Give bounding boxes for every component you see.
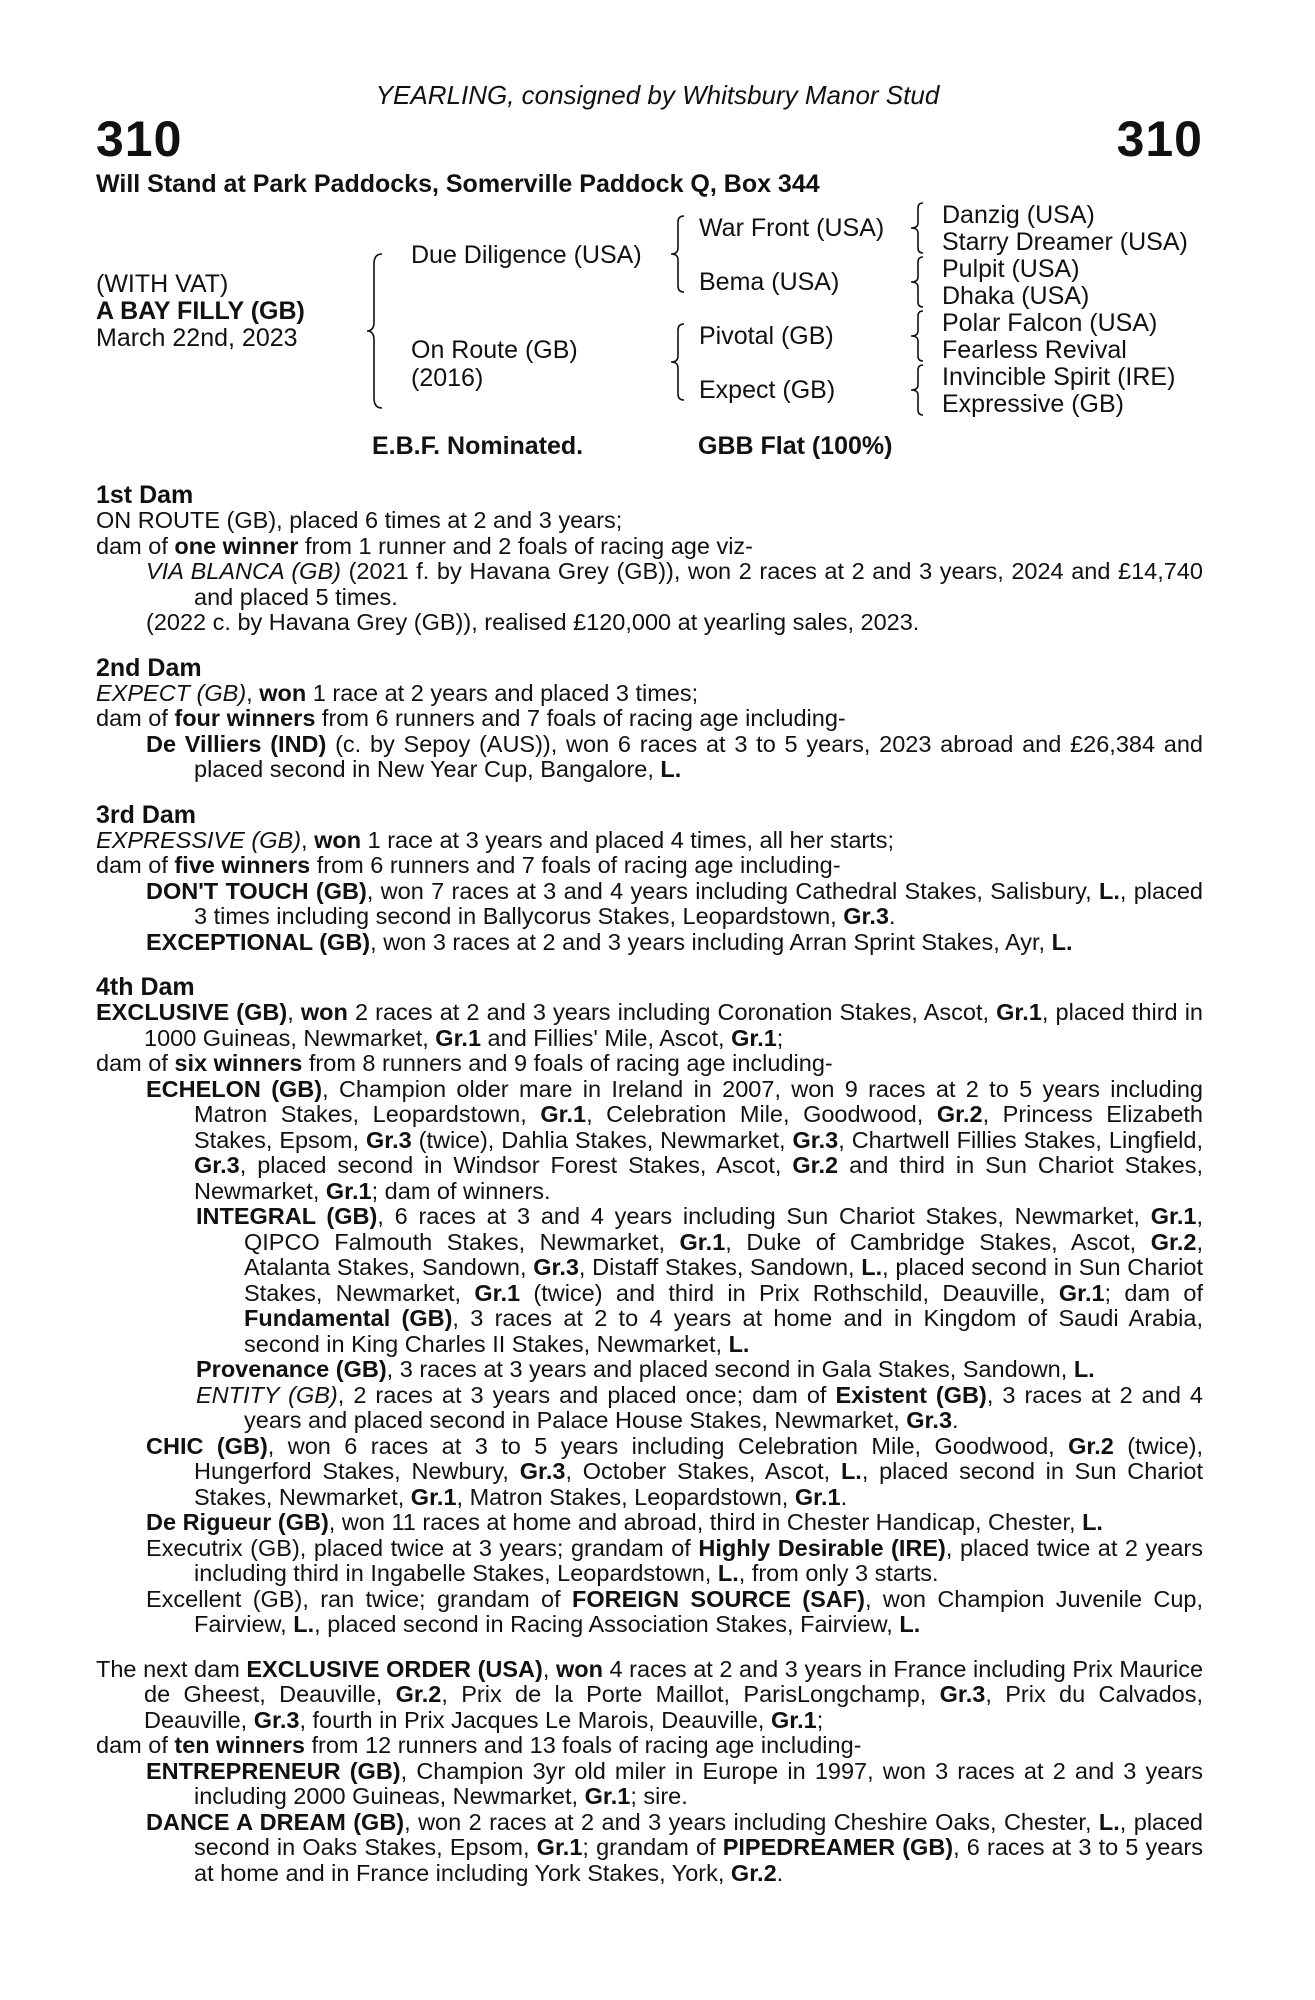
third-dam-offspring-1: DON'T TOUCH (GB), won 7 races at 3 and 4 years including Cathedral Stakes, Salisbury, L., placed 3 times including second in Ballycorus Stakes, Leopardstown, Gr.3. (146, 877, 1203, 929)
third-dam-line: EXPRESSIVE (GB), won 1 race at 3 years and placed 4 times, all her starts; (96, 826, 895, 853)
second-dam-offspring-1: De Villiers (IND) (c. by Sepoy (AUS)), won 6 races at 3 to 5 years, 2023 abroad and £26,384 and placed second in New Year Cup, Bangalore, L. (146, 730, 1203, 782)
ebf-note: E.B.F. Nominated. (372, 432, 584, 460)
dam-sire: Pivotal (GB) (699, 322, 834, 350)
gg-3: Dhaka (USA) (942, 282, 1090, 310)
first-dam-line: ON ROUTE (GB), placed 6 times at 2 and 3 years; (96, 507, 623, 533)
next-dam-offspring-dance-a-dream: DANCE A DREAM (GB), won 2 races at 2 and 3 years including Cheshire Oaks, Chester, L., placed second in Oaks Stakes, Epsom, Gr.1; grandam of PIPEDREAMER (GB), 6 races at 3 to 5 years at home and in France including York Stakes, York, Gr.2. (146, 1808, 1203, 1886)
consignor-line: YEARLING, consigned by Whitsbury Manor Stud (375, 80, 940, 110)
fourth-dam-offspring-echelon: ECHELON (GB), Champion older mare in Ireland in 2007, won 9 races at 2 to 5 years including Matron Stakes, Leopardstown, Gr.1, Celebration Mile, Goodwood, Gr.2, Princess Elizabeth Stakes, Epsom, Gr.3 (twice), Dahlia Stakes, Newmarket, Gr.3, Chartwell Fillies Stakes, Lingfield, Gr.3, placed second in Windsor Forest Stakes, Ascot, Gr.2 and third in Sun Chariot Stakes, Newmarket, Gr.1; dam of winners. (146, 1075, 1203, 1204)
gg-4: Polar Falcon (USA) (942, 309, 1158, 337)
third-dam-heading: 3rd Dam (96, 800, 197, 829)
pedigree-brace-gg4 (910, 363, 926, 417)
gg-7: Expressive (GB) (942, 390, 1124, 418)
gg-0: Danzig (USA) (942, 201, 1095, 229)
fourth-dam-offspring-chic: CHIC (GB), won 6 races at 3 to 5 years including Celebration Mile, Goodwood, Gr.2 (twice), Hungerford Stakes, Newbury, Gr.3, October Stakes, Ascot, L., placed second in Sun Chariot Stakes, Newmarket, Gr.1, Matron Stakes, Leopardstown, Gr.1. (146, 1432, 1203, 1510)
dam-year: (2016) (411, 364, 484, 392)
gg-2: Pulpit (USA) (942, 255, 1080, 283)
next-dam-line: The next dam EXCLUSIVE ORDER (USA), won 4 races at 2 and 3 years in France including Prix Maurice de Gheest, Deauville, Gr.2, Prix de la Porte Maillot, ParisLongchamp, Gr.3, Prix du Calvados, Deauville, Gr.3, fourth in Prix Jacques Le Marois, Deauville, Gr.1; (96, 1655, 1204, 1733)
pedigree-brace-dam (670, 322, 688, 402)
sire-name: Due Diligence (USA) (411, 241, 642, 269)
lot-title: A BAY FILLY (GB) (96, 297, 305, 325)
second-dam-heading: 2nd Dam (96, 653, 202, 682)
next-dam-produce-summary: dam of ten winners from 12 runners and 13 foals of racing age including- (96, 1732, 862, 1758)
sire-sire: War Front (USA) (699, 214, 885, 242)
first-dam-produce-summary: dam of one winner from 1 runner and 2 foals of racing age viz- (96, 532, 753, 559)
next-dam-offspring-entrepreneur: ENTREPRENEUR (GB), Champion 3yr old miler in Europe in 1997, won 3 races at 2 and 3 years including 2000 Guineas, Newmarket, Gr.1; sire. (146, 1757, 1203, 1809)
first-dam-offspring-2: (2022 c. by Havana Grey (GB)), realised £120,000 at yearling sales, 2023. (146, 609, 920, 635)
fourth-dam-offspring-excellent: Excellent (GB), ran twice; grandam of FOREIGN SOURCE (SAF), won Champion Juvenile Cup, Fairview, L., placed second in Racing Association Stakes, Fairview, L. (146, 1585, 1204, 1637)
fourth-dam-grandchild-entity: ENTITY (GB), 2 races at 3 years and placed once; dam of Existent (GB), 3 races at 2 and 4 years and placed second in Palace House Stakes, Newmarket, Gr.3. (196, 1381, 1203, 1433)
pedigree-brace-gg1 (910, 201, 926, 255)
first-dam-heading: 1st Dam (96, 481, 194, 509)
pedigree-brace-sire (670, 214, 688, 294)
catalogue-body (96, 482, 1203, 1886)
dam-dam: Expect (GB) (699, 376, 836, 404)
pedigree-brace-gg2 (910, 255, 926, 309)
fourth-dam-heading: 4th Dam (96, 973, 195, 1001)
pedigree-table (0, 0, 1315, 470)
first-dam-offspring-1: VIA BLANCA (GB) (2021 f. by Havana Grey (GB)), won 2 races at 2 and 3 years, 2024 and £14,740 and placed 5 times. (146, 558, 1203, 610)
stand-location: Will Stand at Park Paddocks, Somerville Paddock Q, Box 344 (96, 170, 820, 198)
fourth-dam-produce-summary: dam of six winners from 8 runners and 9 foals of racing age including- (96, 1050, 833, 1076)
vat-note: (WITH VAT) (96, 270, 229, 298)
second-dam-line: EXPECT (GB), won 1 race at 2 years and placed 3 times; (96, 679, 699, 706)
fourth-dam-grandchild-provenance: Provenance (GB), 3 races at 3 years and placed second in Gala Stakes, Sandown, L. (196, 1356, 1095, 1382)
dam-name: On Route (GB) (411, 336, 578, 364)
lot-number-left: 310 (96, 111, 183, 167)
second-dam-produce-summary: dam of four winners from 6 runners and 7 foals of racing age including- (96, 705, 846, 731)
gg-6: Invincible Spirit (IRE) (942, 363, 1176, 391)
third-dam-produce-summary: dam of five winners from 6 runners and 7 foals of racing age including- (96, 852, 841, 878)
sire-dam: Bema (USA) (699, 268, 840, 296)
pedigree-brace-gg3 (910, 309, 926, 363)
gbb-note: GBB Flat (100%) (698, 432, 893, 460)
fourth-dam-offspring-de-rigueur: De Rigueur (GB), won 11 races at home and abroad, third in Chester Handicap, Chester, L. (146, 1509, 1103, 1535)
fourth-dam-offspring-executrix: Executrix (GB), placed twice at 3 years; grandam of Highly Desirable (IRE), placed twice at 2 years including third in Ingabelle Stakes, Leopardstown, L., from only 3 starts. (146, 1534, 1204, 1586)
pedigree-brace-main (366, 252, 386, 410)
gg-5: Fearless Revival (942, 336, 1127, 364)
third-dam-offspring-2: EXCEPTIONAL (GB), won 3 races at 2 and 3 years including Arran Sprint Stakes, Ayr, L. (146, 928, 1073, 955)
fourth-dam-line: EXCLUSIVE (GB), won 2 races at 2 and 3 years including Coronation Stakes, Ascot, Gr.1, placed third in 1000 Guineas, Newmarket, Gr.1 and Fillies' Mile, Ascot, Gr.1; (96, 999, 1203, 1051)
fourth-dam-grandchild-integral: INTEGRAL (GB), 6 races at 3 and 4 years including Sun Chariot Stakes, Newmarket, Gr.1, QIPCO Falmouth Stakes, Newmarket, Gr.1, Duke of Cambridge Stakes, Ascot, Gr.2, Atalanta Stakes, Sandown, Gr.3, Distaff Stakes, Sandown, L., placed second in Sun Chariot Stakes, Newmarket, Gr.1 (twice) and third in Prix Rothschild, Deauville, Gr.1; dam of Fundamental (GB), 3 races at 2 to 4 years at home and in Kingdom of Saudi Arabia, second in King Charles II Stakes, Newmarket, L. (196, 1203, 1203, 1357)
lot-number-right: 310 (1116, 111, 1203, 167)
gg-1: Starry Dreamer (USA) (942, 228, 1188, 256)
foaling-date: March 22nd, 2023 (96, 324, 298, 352)
section-spacer (96, 1638, 1203, 1657)
